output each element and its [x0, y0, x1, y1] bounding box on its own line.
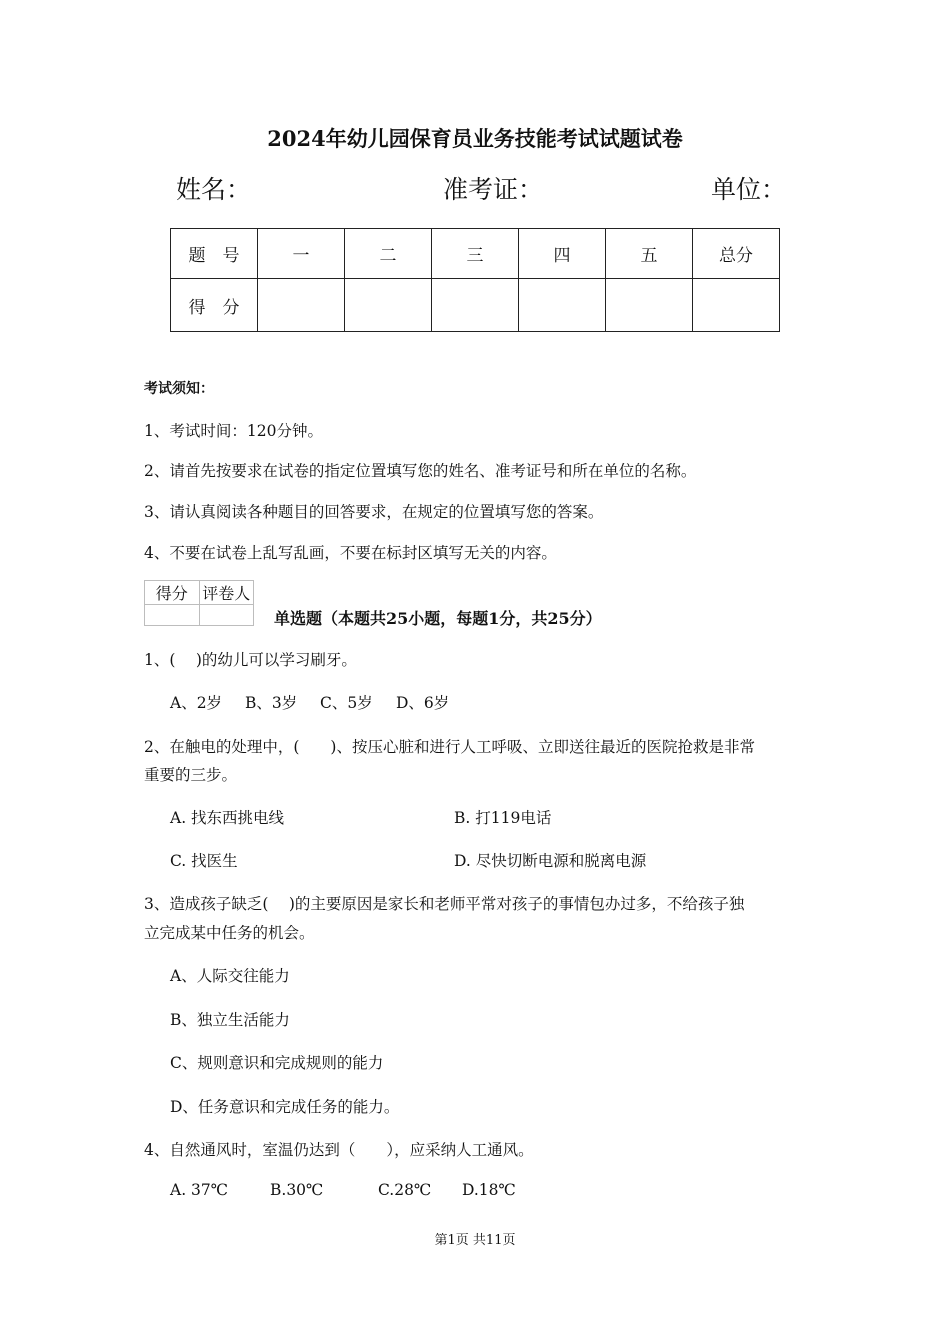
- score-header-cell: 二: [345, 229, 432, 279]
- question-3-option-a: A、人际交往能力: [170, 967, 290, 985]
- exam-id-label: 准考证：: [443, 175, 544, 204]
- grader-name-cell: [199, 605, 254, 626]
- notice-item: 2、请首先按要求在试卷的指定位置填写您的姓名、准考证号和所在单位的名称。: [144, 462, 697, 480]
- score-header-cell: 四: [519, 229, 606, 279]
- grader-score-label: 得分: [145, 581, 200, 605]
- question-3-stem-line1: 3、造成孩子缺乏( )的主要原因是家长和老师平常对孩子的事情包办过多，不给孩子独: [144, 895, 745, 913]
- score-cell: [693, 279, 780, 332]
- score-header-cell: 题 号: [171, 229, 258, 279]
- score-cell: [432, 279, 519, 332]
- score-header-cell: 总分: [693, 229, 780, 279]
- section-heading: 单选题（本题共25小题，每题1分，共25分）: [274, 609, 602, 628]
- notice-heading: 考试须知：: [144, 381, 214, 397]
- question-4-option-b: B.30℃: [270, 1181, 324, 1199]
- question-2-option-b: B. 打119电话: [454, 809, 552, 827]
- question-1-option-d: D、6岁: [396, 694, 450, 712]
- name-label: 姓名：: [176, 175, 252, 204]
- grader-box: [144, 580, 254, 626]
- question-4-option-a: A. 37℃: [170, 1181, 229, 1199]
- score-table-header-row: [171, 229, 780, 279]
- question-2-option-a: A. 找东西挑电线: [170, 809, 285, 827]
- score-row-label: 得 分: [171, 279, 258, 332]
- question-1-option-b: B、3岁: [245, 694, 298, 712]
- question-4-option-c: C.28℃: [378, 1181, 432, 1199]
- question-1-stem: 1、( )的幼儿可以学习刷牙。: [144, 651, 357, 669]
- question-1-option-a: A、2岁: [170, 694, 223, 712]
- score-table-score-row: [171, 279, 780, 332]
- score-header-cell: 一: [258, 229, 345, 279]
- score-header-cell: 三: [432, 229, 519, 279]
- exam-title: 2024年幼儿园保育员业务技能考试试题试卷: [267, 126, 683, 151]
- notice-item: 3、请认真阅读各种题目的回答要求，在规定的位置填写您的答案。: [144, 503, 604, 521]
- question-3-option-d: D、任务意识和完成任务的能力。: [170, 1098, 400, 1116]
- question-2-option-c: C. 找医生: [170, 852, 238, 870]
- notice-item: 4、不要在试卷上乱写乱画，不要在标封区填写无关的内容。: [144, 544, 557, 562]
- question-2-stem-line2: 重要的三步。: [144, 766, 238, 784]
- question-2-option-d: D. 尽快切断电源和脱离电源: [454, 852, 647, 870]
- notice-item: 1、考试时间：120分钟。: [144, 422, 323, 440]
- question-2-stem-line1: 2、在触电的处理中，( )、按压心脏和进行人工呼吸、立即送往最近的医院抢救是非常: [144, 738, 755, 756]
- question-1-option-c: C、5岁: [320, 694, 373, 712]
- question-4-stem: 4、自然通风时，室温仍达到（ ），应采纳人工通风。: [144, 1141, 534, 1159]
- question-3-stem-line2: 立完成某中任务的机会。: [144, 924, 315, 942]
- unit-label: 单位：: [711, 175, 787, 204]
- grader-score-cell: [145, 605, 200, 626]
- score-cell: [606, 279, 693, 332]
- score-table: [170, 228, 780, 332]
- page-footer: 第1页 共11页: [434, 1233, 516, 1248]
- score-cell: [519, 279, 606, 332]
- question-4-option-d: D.18℃: [462, 1181, 516, 1199]
- score-cell: [258, 279, 345, 332]
- score-cell: [345, 279, 432, 332]
- grader-name-label: 评卷人: [199, 581, 254, 605]
- score-header-cell: 五: [606, 229, 693, 279]
- question-3-option-b: B、独立生活能力: [170, 1011, 290, 1029]
- question-3-option-c: C、规则意识和完成规则的能力: [170, 1054, 384, 1072]
